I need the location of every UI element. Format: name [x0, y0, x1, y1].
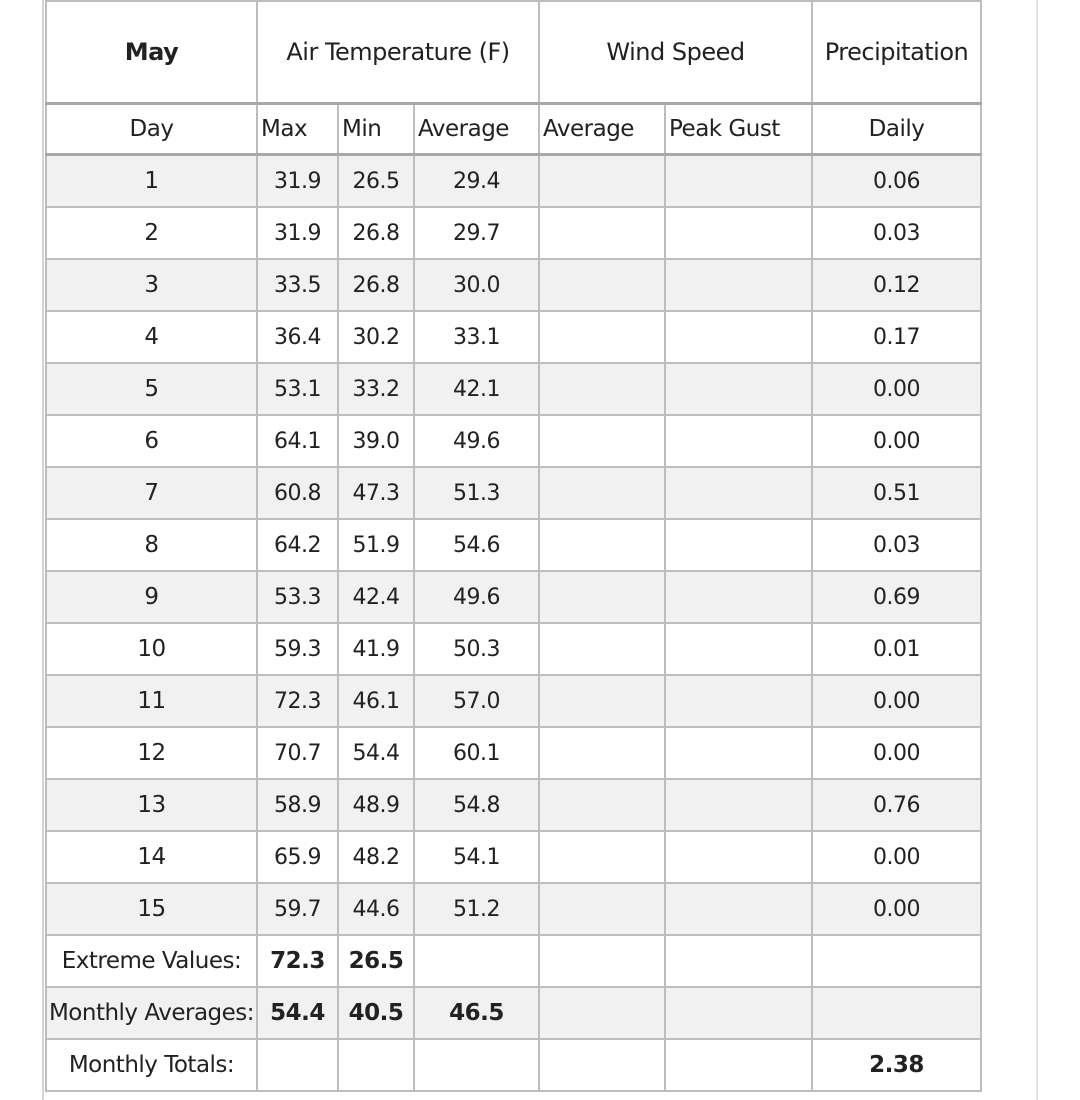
monthly-totals-label: Monthly Totals: [46, 1039, 257, 1091]
precipitation-cell: 0.12 [812, 259, 981, 311]
day-cell: 15 [46, 883, 257, 935]
peak-gust-cell [665, 415, 812, 467]
precipitation-cell: 0.76 [812, 779, 981, 831]
min-cell: 48.9 [338, 779, 414, 831]
max-cell: 53.3 [257, 571, 338, 623]
average-cell: 33.1 [414, 311, 539, 363]
left-border [42, 0, 44, 1100]
wind-average-cell [539, 675, 665, 727]
wind-average-cell [539, 155, 665, 208]
peak-gust-cell [665, 207, 812, 259]
peak-gust-column-header: Peak Gust [665, 104, 812, 155]
wind-average-cell [539, 415, 665, 467]
day-cell: 3 [46, 259, 257, 311]
empty-cell [665, 1039, 812, 1091]
peak-gust-cell [665, 779, 812, 831]
average-cell: 49.6 [414, 415, 539, 467]
day-cell: 4 [46, 311, 257, 363]
average-cell: 54.8 [414, 779, 539, 831]
min-cell: 33.2 [338, 363, 414, 415]
column-header-row [46, 104, 981, 155]
max-cell: 31.9 [257, 155, 338, 208]
average-max: 54.4 [257, 987, 338, 1039]
average-cell: 50.3 [414, 623, 539, 675]
max-cell: 31.9 [257, 207, 338, 259]
day-cell: 13 [46, 779, 257, 831]
peak-gust-cell [665, 467, 812, 519]
average-cell: 51.2 [414, 883, 539, 935]
max-cell: 72.3 [257, 675, 338, 727]
max-cell: 58.9 [257, 779, 338, 831]
day-cell: 7 [46, 467, 257, 519]
min-cell: 44.6 [338, 883, 414, 935]
max-cell: 60.8 [257, 467, 338, 519]
wind-average-column-header: Average [539, 104, 665, 155]
weather-table [45, 0, 982, 1092]
min-cell: 26.5 [338, 155, 414, 208]
precipitation-cell: 0.51 [812, 467, 981, 519]
min-cell: 30.2 [338, 311, 414, 363]
average-cell: 42.1 [414, 363, 539, 415]
empty-cell [414, 935, 539, 987]
day-cell: 2 [46, 207, 257, 259]
max-cell: 65.9 [257, 831, 338, 883]
table-body [46, 155, 981, 936]
average-cell: 54.1 [414, 831, 539, 883]
peak-gust-cell [665, 311, 812, 363]
table-row [46, 467, 981, 519]
table-row [46, 571, 981, 623]
empty-cell [665, 987, 812, 1039]
max-cell: 70.7 [257, 727, 338, 779]
average-cell: 30.0 [414, 259, 539, 311]
table-row [46, 727, 981, 779]
precipitation-cell: 0.17 [812, 311, 981, 363]
day-cell: 11 [46, 675, 257, 727]
min-cell: 42.4 [338, 571, 414, 623]
wind-average-cell [539, 311, 665, 363]
wind-average-cell [539, 831, 665, 883]
daily-column-header: Daily [812, 104, 981, 155]
empty-cell [665, 935, 812, 987]
extreme-values-label: Extreme Values: [46, 935, 257, 987]
day-column-header: Day [46, 104, 257, 155]
min-cell: 26.8 [338, 259, 414, 311]
table-row [46, 779, 981, 831]
table-row [46, 675, 981, 727]
average-avg: 46.5 [414, 987, 539, 1039]
empty-cell [257, 1039, 338, 1091]
temp-average-column-header: Average [414, 104, 539, 155]
table-row [46, 155, 981, 208]
max-cell: 59.7 [257, 883, 338, 935]
average-cell: 54.6 [414, 519, 539, 571]
table-row [46, 311, 981, 363]
max-cell: 36.4 [257, 311, 338, 363]
empty-cell [539, 1039, 665, 1091]
average-cell: 57.0 [414, 675, 539, 727]
precipitation-cell: 0.03 [812, 207, 981, 259]
max-cell: 64.1 [257, 415, 338, 467]
wind-average-cell [539, 623, 665, 675]
table-row [46, 207, 981, 259]
table-row [46, 831, 981, 883]
max-cell: 59.3 [257, 623, 338, 675]
min-cell: 41.9 [338, 623, 414, 675]
wind-speed-header: Wind Speed [539, 1, 812, 104]
monthly-averages-row [46, 987, 981, 1039]
empty-cell [812, 987, 981, 1039]
empty-cell [539, 935, 665, 987]
month-header: May [46, 1, 257, 104]
wind-average-cell [539, 779, 665, 831]
peak-gust-cell [665, 155, 812, 208]
empty-cell [414, 1039, 539, 1091]
total-precipitation: 2.38 [812, 1039, 981, 1091]
precipitation-cell: 0.69 [812, 571, 981, 623]
table-row [46, 623, 981, 675]
table-row [46, 519, 981, 571]
wind-average-cell [539, 727, 665, 779]
peak-gust-cell [665, 623, 812, 675]
max-column-header: Max [257, 104, 338, 155]
extreme-min: 26.5 [338, 935, 414, 987]
average-cell: 60.1 [414, 727, 539, 779]
extreme-values-row [46, 935, 981, 987]
precipitation-cell: 0.01 [812, 623, 981, 675]
peak-gust-cell [665, 675, 812, 727]
peak-gust-cell [665, 571, 812, 623]
min-cell: 46.1 [338, 675, 414, 727]
min-cell: 51.9 [338, 519, 414, 571]
day-cell: 5 [46, 363, 257, 415]
monthly-averages-label: Monthly Averages: [46, 987, 257, 1039]
table-row [46, 883, 981, 935]
peak-gust-cell [665, 727, 812, 779]
max-cell: 53.1 [257, 363, 338, 415]
average-cell: 49.6 [414, 571, 539, 623]
empty-cell [539, 987, 665, 1039]
wind-average-cell [539, 519, 665, 571]
wind-average-cell [539, 467, 665, 519]
precipitation-cell: 0.06 [812, 155, 981, 208]
wind-average-cell [539, 571, 665, 623]
max-cell: 33.5 [257, 259, 338, 311]
table-row [46, 363, 981, 415]
day-cell: 10 [46, 623, 257, 675]
min-column-header: Min [338, 104, 414, 155]
average-min: 40.5 [338, 987, 414, 1039]
min-cell: 48.2 [338, 831, 414, 883]
empty-cell [812, 935, 981, 987]
monthly-totals-row [46, 1039, 981, 1091]
precipitation-cell: 0.00 [812, 415, 981, 467]
empty-cell [338, 1039, 414, 1091]
min-cell: 26.8 [338, 207, 414, 259]
max-cell: 64.2 [257, 519, 338, 571]
average-cell: 29.7 [414, 207, 539, 259]
average-cell: 29.4 [414, 155, 539, 208]
extreme-max: 72.3 [257, 935, 338, 987]
peak-gust-cell [665, 519, 812, 571]
wind-average-cell [539, 883, 665, 935]
peak-gust-cell [665, 831, 812, 883]
peak-gust-cell [665, 259, 812, 311]
table-row [46, 259, 981, 311]
min-cell: 47.3 [338, 467, 414, 519]
right-divider [1036, 0, 1038, 1100]
wind-average-cell [539, 207, 665, 259]
precipitation-header: Precipitation [812, 1, 981, 104]
wind-average-cell [539, 259, 665, 311]
precipitation-cell: 0.00 [812, 831, 981, 883]
average-cell: 51.3 [414, 467, 539, 519]
day-cell: 12 [46, 727, 257, 779]
precipitation-cell: 0.00 [812, 727, 981, 779]
group-header-row [46, 1, 981, 104]
precipitation-cell: 0.00 [812, 363, 981, 415]
air-temperature-header: Air Temperature (F) [257, 1, 539, 104]
peak-gust-cell [665, 883, 812, 935]
min-cell: 54.4 [338, 727, 414, 779]
precipitation-cell: 0.03 [812, 519, 981, 571]
day-cell: 14 [46, 831, 257, 883]
peak-gust-cell [665, 363, 812, 415]
table-row [46, 415, 981, 467]
wind-average-cell [539, 363, 665, 415]
day-cell: 1 [46, 155, 257, 208]
precipitation-cell: 0.00 [812, 675, 981, 727]
day-cell: 9 [46, 571, 257, 623]
min-cell: 39.0 [338, 415, 414, 467]
precipitation-cell: 0.00 [812, 883, 981, 935]
day-cell: 6 [46, 415, 257, 467]
day-cell: 8 [46, 519, 257, 571]
